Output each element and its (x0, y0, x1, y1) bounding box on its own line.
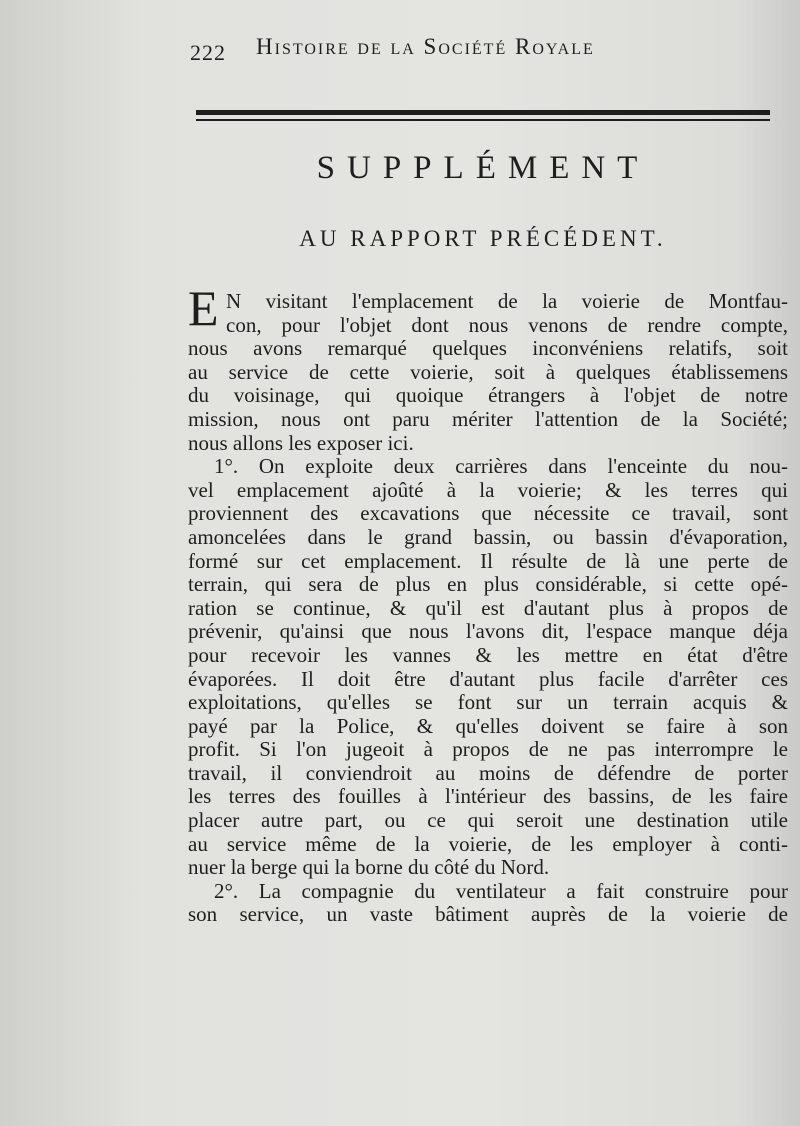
text-line: mission, nous ont paru mériter l'attention de la Société; (188, 407, 788, 431)
text-line: exploitations, qu'elles se font sur un terrain acquis & (188, 691, 788, 715)
text-line: ration se continue, & qu'il est d'autant plus à propos de (188, 596, 788, 620)
header-rule-thin (196, 119, 770, 121)
text-line: amoncelées dans le grand bassin, ou bassin d'évaporation, (188, 525, 788, 549)
text-line: du voisinage, qui quoique étrangers à l'objet de notre (188, 384, 788, 408)
text-line: formé sur cet emplacement. Il résulte de là une perte de (188, 549, 788, 573)
page-header (190, 30, 770, 65)
text-line: travail, il conviendroit au moins de défendre de porter (188, 761, 788, 785)
text-line: au service de cette voierie, soit à quelques établissemens (188, 360, 788, 384)
text-line: terrain, qui sera de plus en plus considérable, si cette opé- (188, 573, 788, 597)
drop-cap: E (188, 280, 219, 336)
text-line: son service, un vaste bâtiment auprès de la voierie de (188, 903, 788, 927)
text-line: au service même de la voierie, de les employer à conti- (188, 832, 788, 856)
body-text (188, 290, 788, 927)
page-number: 222 (190, 40, 226, 65)
text-line: vel emplacement ajoûté à la voierie; & les terres qui (188, 478, 788, 502)
text-line: nuer la berge qui la borne du côté du Nord. (188, 856, 550, 880)
text-line: pour recevoir les vannes & les mettre en état d'être (188, 643, 788, 667)
text-line: prévenir, qu'ainsi que nous l'avons dit, l'espace manque déja (188, 620, 788, 644)
text-line: N visitant l'emplacement de la voierie de Montfau- (226, 290, 788, 313)
text-line: les terres des fouilles à l'intérieur des bassins, de les faire (188, 785, 788, 809)
text-line: profit. Si l'on jugeoit à propos de ne pas interrompre le (188, 738, 788, 762)
section-title: SUPPLÉMENT (316, 150, 650, 186)
text-line: 1°. On exploite deux carrières dans l'enceinte du nou- (214, 455, 788, 479)
text-line: proviennent des excavations que nécessite ce travail, sont (188, 502, 788, 526)
text-line: placer autre part, ou ce qui seroit une destination utile (188, 809, 788, 833)
running-head: Histoire de la Société Royale (256, 34, 595, 59)
text-line: 2°. La compagnie du ventilateur a fait construire pour (214, 879, 788, 903)
text-line: payé par la Police, & qu'elles doivent se faire à son (188, 714, 788, 738)
section-subtitle: AU RAPPORT PRÉCÉDENT. (299, 226, 667, 251)
header-rule-thick (196, 110, 770, 115)
text-line: évaporées. Il doit être d'autant plus facile d'arrêter ces (188, 667, 788, 691)
text-line: con, pour l'objet dont nous venons de rendre compte, (226, 313, 788, 337)
text-line: nous avons remarqué quelques inconvéniens relatifs, soit (188, 337, 788, 361)
text-line: nous allons les exposer ici. (188, 431, 414, 455)
